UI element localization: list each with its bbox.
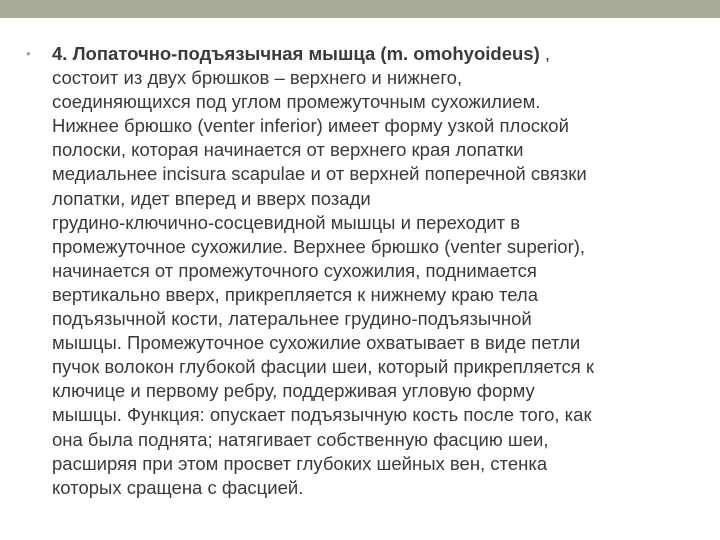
- heading-text: 4. Лопаточно-подъязычная мышца (m. omohyoideus): [52, 43, 540, 64]
- text-line-heading: [52, 42, 694, 66]
- text-line: промежуточное сухожилие. Верхнее брюшко (venter superior),: [52, 235, 586, 257]
- bullet-item: [26, 42, 694, 500]
- top-accent-band: [0, 0, 720, 18]
- text-line: начинается от промежуточного сухожилия, поднимается: [52, 259, 537, 281]
- text-line: она была поднята; натягивает собственную фасцию шеи,: [52, 428, 549, 450]
- text-line: подъязычной кости, латеральнее грудино-подъязычной: [52, 308, 532, 330]
- text-line: грудино-ключично-сосцевидной мышцы и переходит в: [52, 211, 521, 233]
- text-line: Нижнее брюшко (venter inferior) имеет форму узкой плоской: [52, 115, 569, 137]
- text-line: соединяющихся под углом промежуточным сухожилием.: [52, 91, 541, 113]
- text-line: медиальнее incisura scapulae и от верхней поперечной связки: [52, 163, 587, 185]
- text-line: мышцы. Промежуточное сухожилие охватывает в виде петли: [52, 332, 581, 354]
- bullet-marker: •: [26, 46, 31, 61]
- text-line: пучок волокон глубокой фасции шеи, который прикрепляется к: [52, 356, 595, 378]
- heading-tail: ,: [539, 43, 551, 64]
- text-line: вертикально вверх, прикрепляется к нижнему краю тела: [52, 283, 538, 305]
- text-line: полоски, которая начинается от верхнего края лопатки: [52, 139, 524, 161]
- text-line: мышцы. Функция: опускает подъязычную кость после того, как: [52, 404, 592, 426]
- text-line: лопатки, идет вперед и вверх позади: [52, 187, 371, 209]
- text-line: расширяя при этом просвет глубоких шейных вен, стенка: [52, 452, 548, 474]
- text-line: которых сращена с фасцией.: [52, 476, 304, 498]
- text-line: состоит из двух брюшков – верхнего и нижнего,: [52, 67, 463, 89]
- text-line: ключице и первому ребру, поддерживая угловую форму: [52, 380, 535, 402]
- bullet-text: [52, 42, 694, 500]
